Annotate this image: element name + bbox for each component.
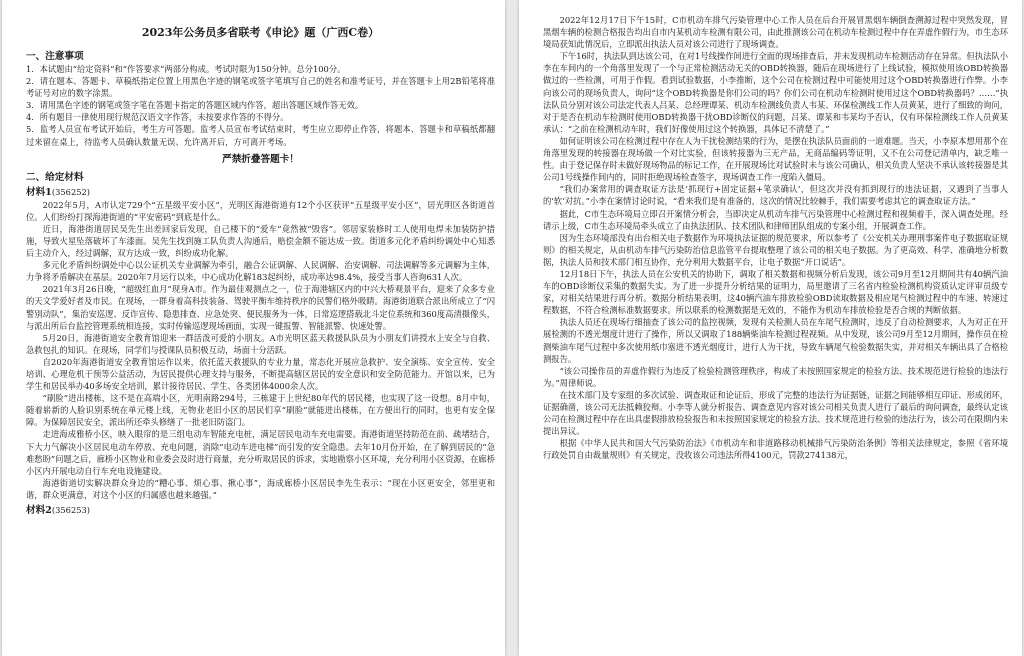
note-1: 1．本试题由“给定资料”和“作答要求”两部分构成。考试时限为150分钟。总分100分。 [26, 64, 346, 74]
material2-paragraph: 12月18日下午，执法人员在公安机关的协助下，调取了相关数据和视频分析后发现，该公司9月至12月期间共有40辆汽油车的OBD诊断仪采集的数据失实。为了进一步提升分析结果的证明力，局里邀请了三名省内检验检测机构资质认定评审员级专家，对相关结果进行再分析。数据分析结果表明，这40辆汽油车排放检验OBD读取数据及相应尾气检测过程中的车速、转速过程数据，不符合检测标准数据要求。所以联系的检测数据是无效的，不能作为机动车排放检验是否合规的判断依据。 [543, 268, 1008, 316]
material1-paragraph: 走进海成雅桥小区，映入眼帘的是三组电动车智能充电桩，满足居民电动车充电需要。海港街道坚持防范在前、疏堵结合，下大力气解决小区居民电动车停放、充电问题，消除“电动车进电梯”而引发的安全隐患。去年10月份开始，在了解到居民的“急难愁盼”问题之后，廊桥小区物业和业委会及时进行商量，充分听取居民的诉求，实地勘察小区环境，充分利用小区资源，在廊桥小区内开展电动自行车充电设施建设。 [26, 429, 495, 476]
section-heading-materials: 二、给定材料 [26, 171, 84, 183]
document-title: 2023年公务员多省联考《申论》题（广西C卷） [141, 26, 380, 39]
section-heading-notes: 一、注意事项 [26, 51, 84, 62]
material1-paragraph: 2022年5月，A市认定729个“五星级平安小区”，光明区海港街道有12个小区获评“五星级平安小区”，居光明区各街道首位。人们纷纷打探海港街道的“平安密码”到底是什么。 [26, 199, 495, 222]
note-2: 2．请在题本、答题卡、草稿纸指定位置上用黑色字迹的钢笔或签字笔填写自己的姓名和准考证号，并在答题卡上用2B铅笔将准考证号对应的数字涂黑。 [26, 76, 495, 99]
material-heading [26, 184, 495, 198]
note-5: 5．监考人员宣布考试开始后，考生方可答题。监考人员宣布考试结束时，考生应立即停止作答，将题本、答题卡和草稿纸都翻过来留在桌上，待监考人员确认数量无误、允许离开后，方可离开考场。 [26, 124, 495, 147]
material2-paragraph: 执法人员还在现场行细抽查了该公司的监控视频，发现有关检测人员在车尾气检测时，违反了自动检测要求，人为对正在开展检测的不透光烟度计进行了操作，所以又调取了188辆柴油车检测过程视频。从中发现，该公司9月至12月期间，操作员在检测柴油车尾气过程中多次使用纸巾塞进不透光烟度计，进行人为干扰，导致车辆尾气检验数据失实，并对相关车辆出具了合格检测报告。 [543, 317, 1008, 364]
material2-paragraph: 根据《中华人民共和国大气污染防治法》《市机动车和非道路移动机械排气污染防治条例》等相关法律规定，参照《省环境行政处罚自由裁量规则》有关规定，没收该公司违法所得4100元，罚款274138元， [543, 438, 1008, 461]
material2-paragraph: 因为生态环境部没有出台相关电子数据作为环境执法证据的规范要求，所以参考了《公安机关办理刑事案件电子数据取证规则》的相关规定，从由机动车排气污染防治信息监管平台提取整理了该公司的相关电子数据。为了更高效、科学、准确地分析数据，执法人员和技术部门相互协作，充分利用大数据平台，让电子数据“开口说话”。 [543, 232, 1008, 267]
material1-paragraph: 海港街道切实解决群众身边的“糟心事、烦心事、揪心事”，海成廊桥小区居民李先生表示：“现在小区更安全，邻里更和谐，群众更满意，对这个小区的归属感也越来越强。” [26, 477, 495, 500]
material-label: 材料1 [26, 186, 52, 198]
material-number: (356252) [51, 186, 91, 197]
material-heading [26, 502, 495, 516]
note-4: 4．所有题目一律使用现行规范汉语文字作答，未按要求作答的不得分。 [26, 112, 289, 123]
material-label: 材料2 [26, 505, 52, 516]
note-3: 3．请用黑色字迹的钢笔或签字笔在答题卡指定的答题区域内作答，超出答题区域作答无效。 [26, 100, 364, 111]
material1-paragraph: 自2020年海港街道安全教育馆运作以来，依托蓝天救援队的专业力量，常态化开展应急救护、安全演练、安全宣传、安全培训、心理危机干预等公益活动，为居民提供心理支持与服务，不断提高辖区居民的安全意识和安全防范能力。开馆以来，已为学生和居民举办40多场安全培训，累计接待居民、学生、各类团体4000余人次。 [26, 356, 495, 392]
material1-paragraph: 5月20日，海港街道安全教育馆迎来一群活泼可爱的小朋友。A市光明区蓝天救援队队员为小朋友们讲授水上安全与自救、急救包扎的知识。在现场，同学们与授课队员积极互动，场面十分活跃。 [26, 332, 495, 355]
material2-paragraph: 下午16时，执法队到达该公司，在对1号线操作间进行全面的现场排查后，并未发现机动车检测活动存在异常。但执法队小李在车间内的一个角落里发现了一个与正常检测活动无关的OBD转换器，随后在现场进行了上线试验，模拟使用该OBD转换器做过的一些检测，可用于作假。看到试验数据，小李推断，这个公司在检测过程中可能使用过这个OBD转换器进行作弊。小李向该公司的现场负责人，询问“这个OBD转换器是你们公司的吗？你们公司在机动车检测时使用过这个OBD转换器吗？……”执法队员分别对该公司法定代表人吕某、总经理谭某、机动车检测线负责人韦某、环保检测线工作人员黄某，进行了细致的询问，对于是否在机动车检测时使用OBD转换器干扰OBD诊断仪的问题，吕某、谭某和韦某均予否认，仅有环保检测线工作人员黄某承认：“之前在检测机动车时，我们好像使用过这个转换器，具体记不清楚了。” [543, 51, 1008, 134]
material2-paragraph: 在技术部门及专家组的多次试验、调查取证和论证后，形成了完整的违法行为证据链，证据之间能够相互印证、形成闭环，证据确凿，该公司无法抵赖狡辩。小李等人就分析报告、调查意见内容对该公司相关负责人进行了最后的询问调查，最终认定该公司在检测过程中存在出具虚假排放检验报告和未按照国家规定的检验方法、技术规范进行检验的违法行为，该公司在限期内未提出异议。 [543, 389, 1008, 437]
material2-paragraph: “该公司操作员的弄虚作假行为违反了检验检测管理秩序，构成了未按照国家规定的检验方法、技术规范进行检验的违法行为。”周律师说。 [543, 365, 1008, 388]
material2-paragraph: 2022年12月17日下午15时，C市机动车排气污染管理中心工作人员在后台开展冒黑烟车辆倒查溯源过程中突然发现，冒黑烟车辆的检测合格报告均出自市内某机动车检测有限公司，由此推测该公司在机动车检测过程中存在弄虚作假行为，市生态环境局获知此情况后，立即派出执法人员对该公司进行了现场调查。 [543, 15, 1008, 50]
material1-paragraph: 近日，海港街道居民吴先生出差回家后发现，自己楼下的“爱车”竟然被“毁容”。邻居家装修时工人使用电焊未加装防护措施，导致火星坠落破坏了车漆面。吴先生找到施工队负责人沟通后，赔偿金额不能达成一致。街道多元化矛盾纠纷调处中心知悉后主动介入，经过调解，双方达成一致，纠纷成功化解。 [26, 223, 495, 259]
material2-paragraph: “我们办案常用的调查取证方法是‘抓现行+固定证据+笔录确认’，但这次并没有抓到现行的违法证据，又遇到了当事人的‘软’对抗。”小李在案情讨论时说，“看来我们是有准备的，这次的情况比较棘手，我们需要考虑其它的调查取证方法。” [543, 184, 1008, 207]
material2-paragraph: 据此，C市生态环境局立即召开案情分析会，当即决定从机动车排气污染管理中心检测过程和视频着手，深入调查处理。经请示上级，C市生态环境局牵头成立了由执法团队、技术团队和律师团队组成的专案小组，开展调查工作。 [543, 208, 1008, 231]
document-page-right[interactable] [519, 0, 1022, 656]
document-page-left[interactable] [2, 0, 505, 656]
material-number: (356253) [51, 505, 91, 515]
warning-text: 严禁折叠答题卡！ [222, 153, 299, 165]
material2-paragraph: 如何证明该公司在检测过程中存在人为干扰检测结果的行为，是摆在执法队员面前的一道难题。当天，小李原本想用那个在角落里发现的转接器在现场做一个对比实验，但该转接器为三无产品，无商品编码等证明，又不在公司登记清单内，缺乏唯一性。由于登记保存时未做好现场物品的标记工作，在开展现场比对试验时未与该公司确认，相关负责人坚决不承认该转接器是其公司1号线操作间内的，同时拒绝现场检查签字，现场调查工作一度陷入僵局。 [543, 135, 1008, 183]
material1-paragraph: 2021年3月26日晚，“超级红血月”现身A市。作为最佳观测点之一，位于海港辖区内的中兴大桥观景平台，迎来了众多专业的天文学爱好者及市民。在现场，一群身着高科技装备、驾驶平衡车维持秩序的民警们格外吸睛。海港街道联合派出所成立了“闪警别动队”，集治安巡逻、反诈宣传、隐患排查、应急处突、便民服务为一体，日常巡逻搭载北斗定位系统和360度高清摄像头，与派出所后台监控管理系统相连接，实时传输巡逻现场画面，实现一键报警、智能派警、快速处警。 [26, 284, 495, 331]
material1-paragraph: 多元化矛盾纠纷调处中心以公证机关专业调解为牵引，融合公证调解、人民调解、治安调解、司法调解等多元调解为主体，力争将矛盾解决在基层。2020年7月运行以来，中心成功化解183起纠纷，成功率达98.4%，接受当事人咨询631人次。 [26, 260, 495, 283]
material1-paragraph: “刷脸”进出楼栋，这不是在高端小区，光明南路294号，三栋建于上世纪80年代的居民楼，也实现了这一设想。8月中旬，随着崭新的人脸识别系统在单元楼上线，无物业老旧小区的居民们享“刷脸”就能进出楼栋，在方便出行的同时，也更有安全保障。为保障居民安全，派出所还牵头修缮了一批老旧防盗门。 [26, 393, 495, 428]
